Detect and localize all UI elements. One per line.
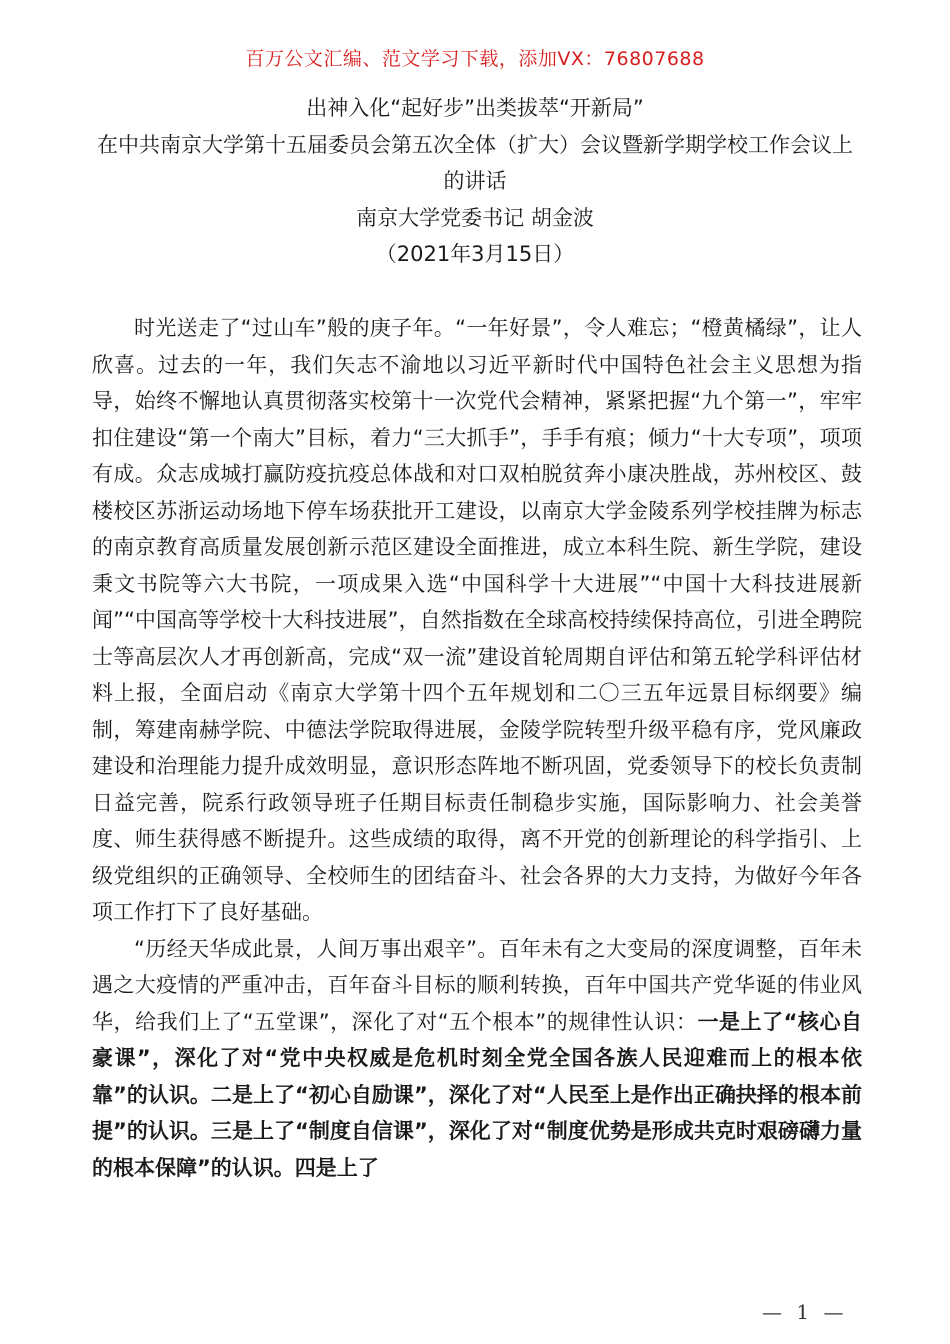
- speech-subtitle: 在中共南京大学第十五届委员会第五次全体（扩大）会议暨新学期学校工作会议上的讲话: [97, 132, 853, 193]
- paragraph-2-intro: “历经天华成此景，人间万事出艰辛”。百年未有之大变局的深度调整，百年未遇之大疫情的严重冲击，百年奋斗目标的顺利转换，百年中国共产党华诞的伟业风华，给我们上了“五堂课”，深化了对“五个根本”的规律性认识：: [92, 936, 862, 1034]
- speaker-line: 南京大学党委书记 胡金波: [356, 205, 594, 230]
- title-block: [88, 90, 862, 273]
- page-number: — 1 —: [762, 1300, 848, 1324]
- paragraph-2: [92, 931, 862, 1187]
- speech-title: 出神入化“起好步”出类拔萃“开新局”: [306, 96, 644, 120]
- promo-banner: 百万公文汇编、范文学习下载，添加VX：76807688: [245, 48, 705, 70]
- paragraph-1: 时光送走了“过山车”般的庚子年。“一年好景”，令人难忘；“橙黄橘绿”，让人欣喜。过去的一年，我们矢志不渝地以习近平新时代中国特色社会主义思想为指导，始终不懈地认真贯彻落实校第十一次党代会精神，紧紧把握“九个第一”，牢牢扣住建设“第一个南大”目标，着力“三大抓手”，手手有痕；倾力“十大专项”，项项有成。众志成城打赢防疫抗疫总体战和对口双柏脱贫奔小康决胜战，苏州校区、鼓楼校区苏浙运动场地下停车场获批开工建设，以南京大学金陵系列学校挂牌为标志的南京教育高质量发展创新示范区建设全面推进，成立本科生院、新生学院，建设秉文书院等六大书院，一项成果入选“中国科学十大进展”“中国十大科技进展新闻”“中国高等学校十大科技进展”，自然指数在全球高校持续保持高位，引进全聘院士等高层次人才再创新高，完成“双一流”建设首轮周期自评估和第五轮学科评估材料上报，全面启动《南京大学第十四个五年规划和二〇三五年远景目标纲要》编制，筹建南赫学院、中德法学院取得进展，金陵学院转型升级平稳有序，党风廉政建设和治理能力提升成效明显，意识形态阵地不断巩固，党委领导下的校长负责制日益完善，院系行政领导班子任期目标责任制稳步实施，国际影响力、社会美誉度、师生获得感不断提升。这些成绩的取得，离不开党的创新理论的科学指引、上级党组织的正确领导、全校师生的团结奋斗、社会各界的大力支持，为做好今年各项工作打下了良好基础。: [92, 316, 862, 924]
- speech-date: （2021年3月15日）: [375, 242, 575, 266]
- speech-body: [92, 310, 862, 1186]
- paragraph-2-emphasis: 一是上了“核心自豪课”，深化了对“党中央权威是危机时刻全党全国各族人民迎难而上的根本依靠”的认识。二是上了“初心自励课”，深化了对“人民至上是作出正确抉择的根本前提”的认识。三是上了“制度自信课”，深化了对“制度优势是形成共克时艰磅礴力量的根本保障”的认识。四是上了: [92, 1009, 862, 1180]
